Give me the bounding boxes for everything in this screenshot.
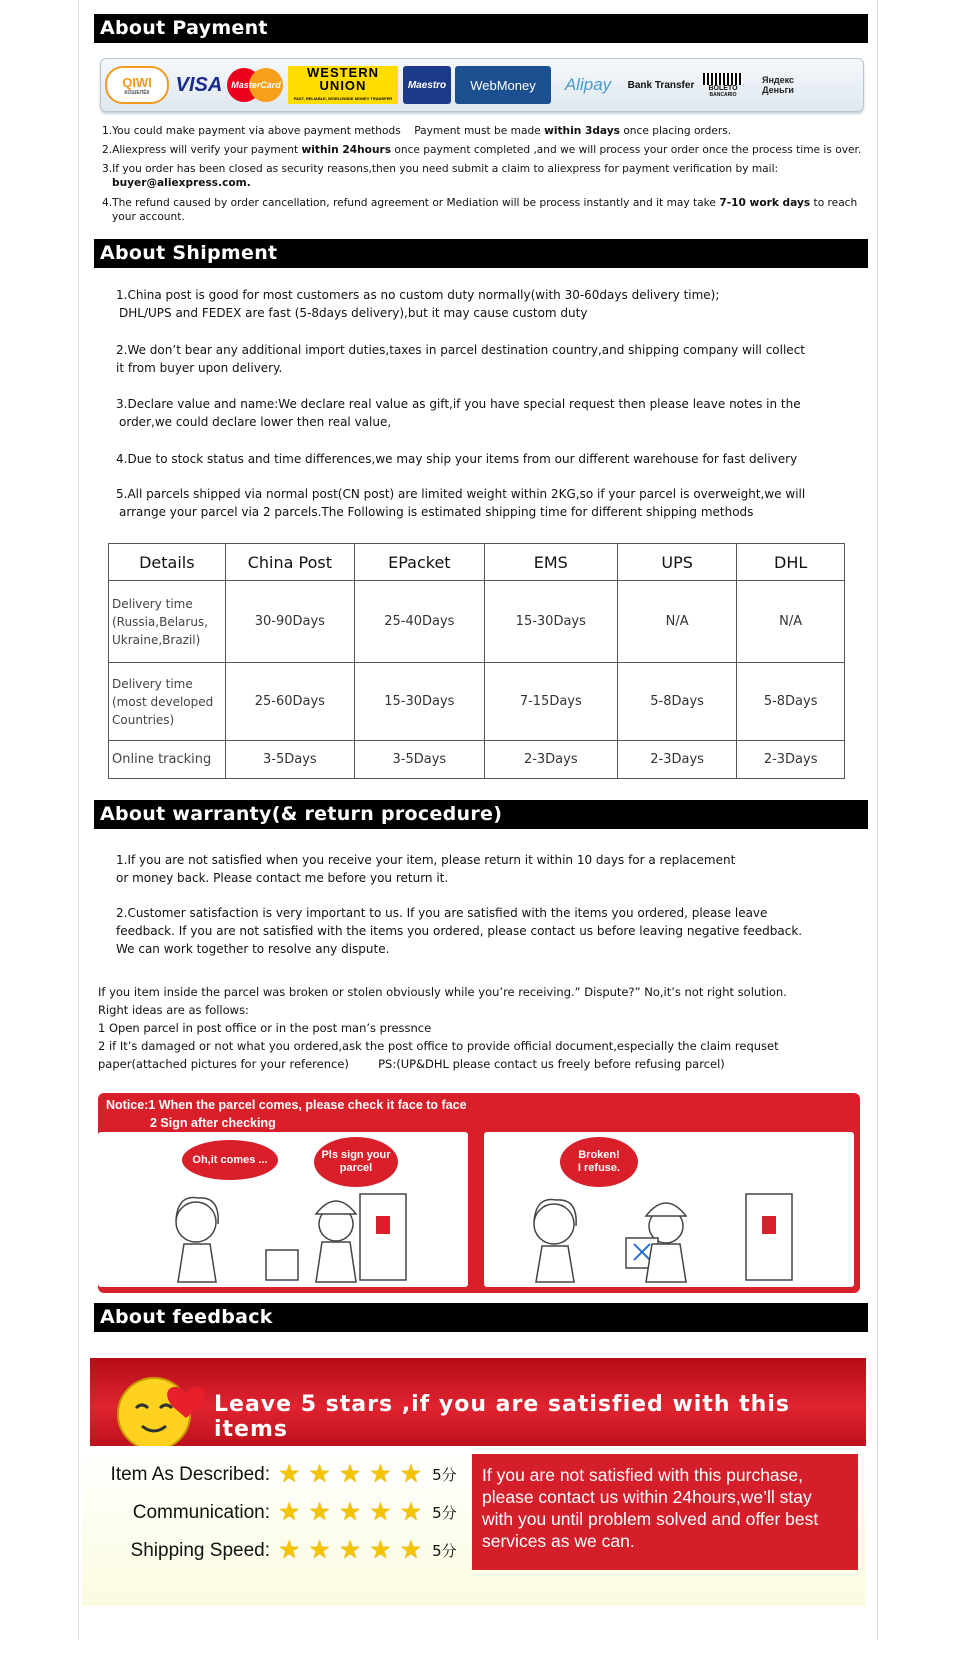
- table-cell: N/A: [617, 581, 736, 663]
- star-icon: ★: [338, 1460, 362, 1488]
- table-row-label: Online tracking: [109, 741, 226, 779]
- star-icon: ★: [369, 1536, 392, 1564]
- dispute-advice: If you item inside the parcel was broken or stolen obviously while you’re receiving.” Dispute?” No,it’s not right solution. Right ideas are as follows: 1 Open parcel in post office or in the post man’s pressnce 2 if It’s damaged or not what you ordered,ask the post office to provide official document,especially the claim requset paper(attached pictures for your reference) PS:(UP&DHL please contact us freely before refusing parcel): [98, 985, 787, 1071]
- dissatisfaction-note: If you are not satisfied with this purchase, please contact us within 24hours,we’ll stay with you until problem solved and offer best services as we can.: [472, 1454, 858, 1570]
- shipment-paragraph-3: 3.Declare value and name:We declare real value as gift,if you have special request then please leave notes in the order,we could declare lower then real value,: [116, 397, 801, 429]
- table-cell: 25-60Days: [225, 663, 354, 741]
- maestro-logo: Maestro: [403, 66, 451, 104]
- leave-five-stars-banner: [90, 1358, 866, 1456]
- table-cell: 15-30Days: [355, 663, 485, 741]
- rating-label: Communication:: [132, 1501, 270, 1523]
- table-header: DHL: [737, 544, 845, 581]
- star-icon: ★: [278, 1498, 301, 1526]
- table-header: China Post: [225, 544, 354, 581]
- star-icon: ★: [308, 1498, 331, 1526]
- boleto-logo: BOLETO BANCARIO: [701, 66, 745, 104]
- rating-score: 5分: [432, 1466, 457, 1484]
- warranty-paragraph-2: 2.Customer satisfaction is very important to us. If you are satisfied with the items you ordered, please leave feedback. If you are not satisfied with the items you ordered, please contact us before leaving negative feedback. We can work together to resolve any dispute.: [116, 906, 803, 956]
- table-row-label: Delivery time (most developed Countries): [109, 663, 226, 741]
- star-icon: ★: [278, 1460, 301, 1488]
- shipment-paragraph-1: 1.China post is good for most customers as no custom duty normally(with 30-60days delivery time); DHL/UPS and FEDEX are fast (5-8days delivery),but it may cause custom duty: [116, 288, 720, 320]
- star-icon: ★: [308, 1536, 331, 1564]
- shipping-time-table: [108, 543, 845, 779]
- shipment-paragraph-2: 2.We don’t bear any additional import duties,taxes in parcel destination country,and shipping company will collect it from buyer upon delivery.: [116, 343, 805, 375]
- table-cell: 2-3Days: [484, 741, 617, 779]
- warranty-paragraph-1: 1.If you are not satisfied when you receive your item, please return it within 10 days for a replacement or money back. Please contact me before you return it.: [116, 853, 736, 885]
- star-icon: ★: [399, 1498, 423, 1526]
- table-cell: 15-30Days: [484, 581, 617, 663]
- payment-line-1: 1.You could make payment via above payment methods Payment must be made within 3days once placing orders.: [102, 125, 732, 137]
- table-cell: 2-3Days: [737, 741, 845, 779]
- payment-line-2: 2.Aliexpress will verify your payment within 24hours once payment completed ,and we will process your order once the process time is over.: [102, 144, 862, 156]
- alipay-logo: Alipay: [564, 75, 612, 94]
- shipment-paragraph-4: 4.Due to stock status and time differences,we may ship your items from our different warehouse for fast delivery: [116, 452, 798, 466]
- table-cell: 30-90Days: [225, 581, 354, 663]
- rating-row: [86, 1500, 457, 1525]
- speech-bubble: Oh,it comes ...: [182, 1140, 278, 1180]
- payment-line-4: 4.The refund caused by order cancellation, refund agreement or Mediation will be process instantly and it may take 7-10 work days to reach your account.: [102, 197, 858, 223]
- support-email: buyer@aliexpress.com.: [112, 177, 251, 189]
- table-row-label: Delivery time (Russia,Belarus, Ukraine,Brazil): [109, 581, 226, 663]
- table-cell: 3-5Days: [225, 741, 354, 779]
- delivery-illustration: [98, 1132, 468, 1287]
- table-header-row: [109, 544, 845, 581]
- payment-section-title: About Payment: [94, 14, 868, 43]
- speech-bubble: Broken! I refuse.: [560, 1137, 638, 1187]
- rating-label: Shipping Speed:: [130, 1539, 270, 1561]
- star-icon: ★: [369, 1460, 392, 1488]
- rating-score: 5分: [432, 1542, 457, 1560]
- qiwi-logo: QIWI КОШЕЛЁК: [105, 66, 169, 104]
- table-cell: 7-15Days: [484, 663, 617, 741]
- table-cell: 3-5Days: [355, 741, 485, 779]
- star-icon: ★: [399, 1536, 423, 1564]
- table-header: UPS: [617, 544, 736, 581]
- table-header: Details: [109, 544, 226, 581]
- table-cell: N/A: [737, 581, 845, 663]
- table-cell: 5-8Days: [617, 663, 736, 741]
- table-cell: 5-8Days: [737, 663, 845, 741]
- star-icon: ★: [338, 1536, 362, 1564]
- star-icon: ★: [308, 1460, 331, 1488]
- shipment-paragraph-5: 5.All parcels shipped via normal post(CN post) are limited weight within 2KG,so if your parcel is overweight,we will arrange your parcel via 2 parcels.The Following is estimated shipping time for different shipping methods: [116, 487, 806, 519]
- feedback-section-title: About feedback: [94, 1303, 868, 1332]
- payment-logos-strip: [100, 58, 864, 112]
- visa-logo: VISA: [175, 73, 223, 96]
- speech-bubble: Pls sign your parcel: [314, 1137, 398, 1187]
- refuse-illustration: [484, 1132, 854, 1287]
- table-header: EMS: [484, 544, 617, 581]
- star-icon: ★: [369, 1498, 392, 1526]
- table-cell: 2-3Days: [617, 741, 736, 779]
- table-cell: 25-40Days: [355, 581, 485, 663]
- yandex-money-logo: Яндекс Деньги: [761, 75, 794, 95]
- rating-row: [86, 1462, 457, 1487]
- bank-transfer-logo: Bank Transfer: [627, 79, 695, 91]
- illustration-panel-refuse: [484, 1132, 854, 1287]
- shipment-section-title: About Shipment: [94, 239, 868, 268]
- table-row: [109, 663, 845, 741]
- webmoney-logo: WebMoney: [455, 66, 551, 104]
- notice-text: Notice:1 When the parcel comes, please check it face to face 2 Sign after checking: [106, 1098, 467, 1130]
- payment-line-3: 3.If you order has been closed as security reasons,then you need submit a claim to aliexpress for payment verification by mail: buyer@aliexpress.com.: [102, 163, 779, 189]
- warranty-section-title: About warranty(& return procedure): [94, 800, 868, 829]
- star-icon: ★: [399, 1460, 423, 1488]
- table-row: [109, 741, 845, 779]
- illustration-panel-accept: [98, 1132, 468, 1287]
- star-icon: ★: [338, 1498, 362, 1526]
- rating-label: Item As Described:: [110, 1463, 270, 1485]
- table-header: EPacket: [355, 544, 485, 581]
- smiley-icon: [98, 1358, 218, 1456]
- mastercard-logo: MasterCard: [227, 66, 285, 104]
- table-row: [109, 581, 845, 663]
- parcel-notice-banner: [98, 1093, 860, 1293]
- rating-row: [86, 1538, 457, 1563]
- banner-text: Leave 5 stars ,if you are satisfied with this items: [214, 1392, 790, 1442]
- rating-score: 5分: [432, 1504, 457, 1522]
- star-icon: ★: [278, 1536, 301, 1564]
- western-union-logo: WESTERN UNION FAST, RELIABLE, WORLDWIDE MONEY TRANSFER: [288, 66, 398, 104]
